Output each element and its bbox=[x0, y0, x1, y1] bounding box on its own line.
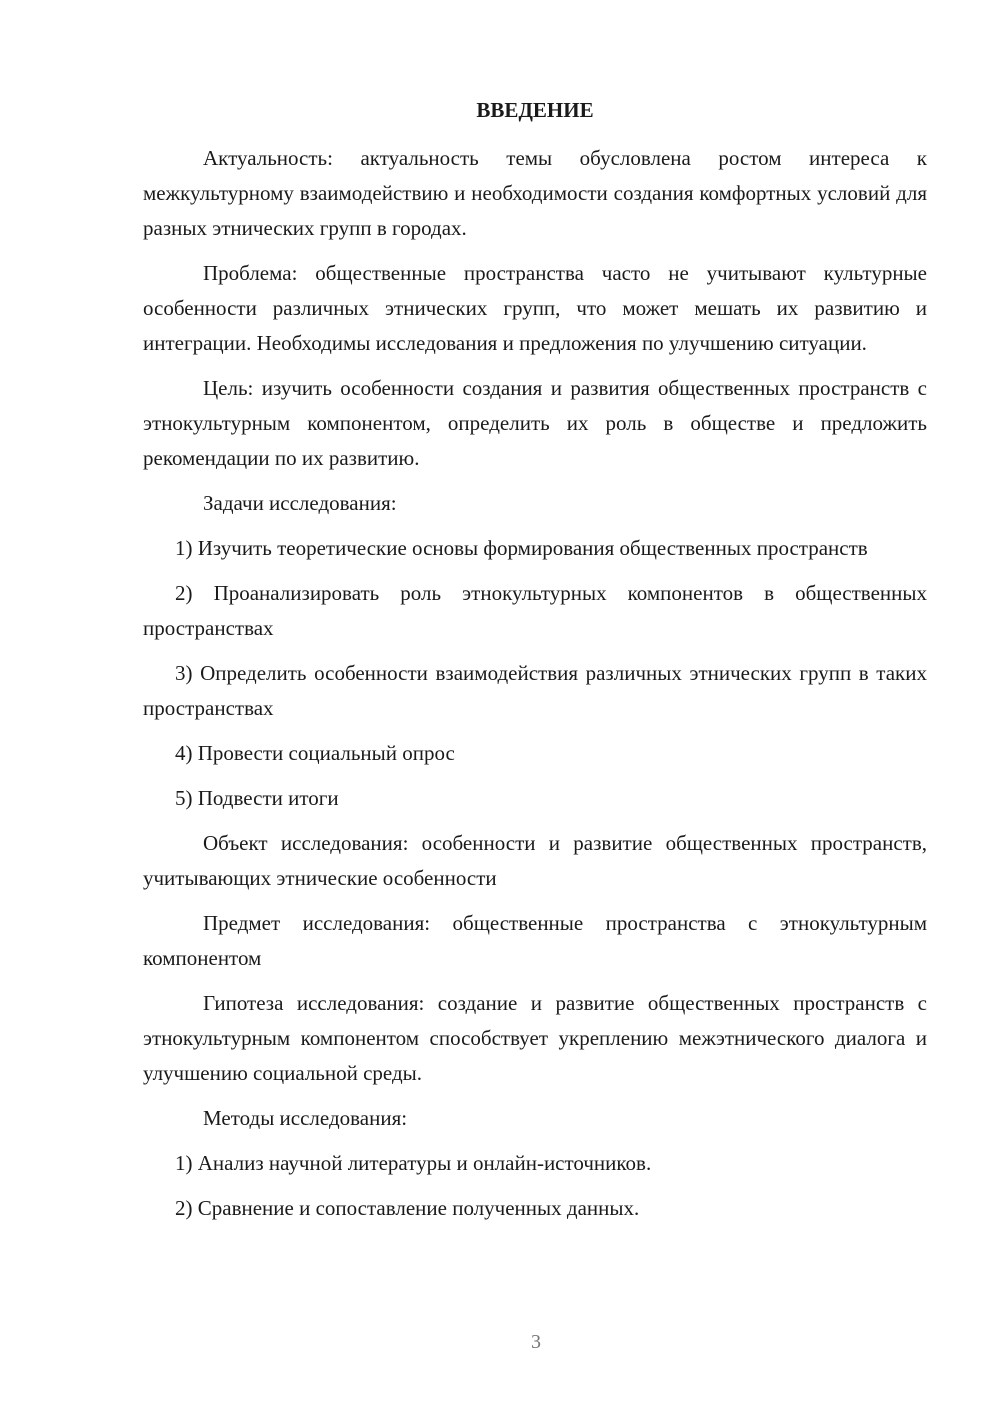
section-title: ВВЕДЕНИЕ bbox=[476, 98, 594, 122]
subject-paragraph: Предмет исследования: общественные пространства с этнокультурным компонентом bbox=[143, 911, 927, 970]
tasks-heading: Задачи исследования: bbox=[203, 491, 397, 515]
method-item: 2) Сравнение и сопоставление полученных данных. bbox=[175, 1196, 640, 1220]
task-item: 5) Подвести итоги bbox=[175, 786, 339, 810]
relevance-paragraph: Актуальность: актуальность темы обусловлена ростом интереса к межкультурному взаимодействию и необходимости создания комфортных условий для разных этнических групп в городах. bbox=[143, 146, 927, 240]
task-item: 3) Определить особенности взаимодействия различных этнических групп в таких пространствах bbox=[143, 661, 927, 720]
methods-heading: Методы исследования: bbox=[203, 1106, 408, 1130]
problem-paragraph: Проблема: общественные пространства часто не учитывают культурные особенности различных этнических групп, что может мешать их развитию и интеграции. Необходимы исследования и предложения по улучшению ситуации. bbox=[143, 261, 927, 355]
hypothesis-paragraph: Гипотеза исследования: создание и развитие общественных пространств с этнокультурным компонентом способствует укреплению межэтнического диалога и улучшению социальной среды. bbox=[143, 991, 927, 1085]
task-item: 2) Проанализировать роль этнокультурных компонентов в общественных пространствах bbox=[143, 581, 927, 640]
goal-paragraph: Цель: изучить особенности создания и развития общественных пространств с этнокультурным компонентом, определить их роль в обществе и предложить рекомендации по их развитию. bbox=[143, 376, 927, 470]
document-page bbox=[143, 95, 927, 1236]
object-paragraph: Объект исследования: особенности и развитие общественных пространств, учитывающих этнические особенности bbox=[143, 831, 927, 890]
method-item: 1) Анализ научной литературы и онлайн-источников. bbox=[175, 1151, 652, 1175]
page-number: 3 bbox=[531, 1331, 541, 1353]
task-item: 1) Изучить теоретические основы формирования общественных пространств bbox=[175, 536, 868, 560]
task-item: 4) Провести социальный опрос bbox=[175, 741, 455, 765]
